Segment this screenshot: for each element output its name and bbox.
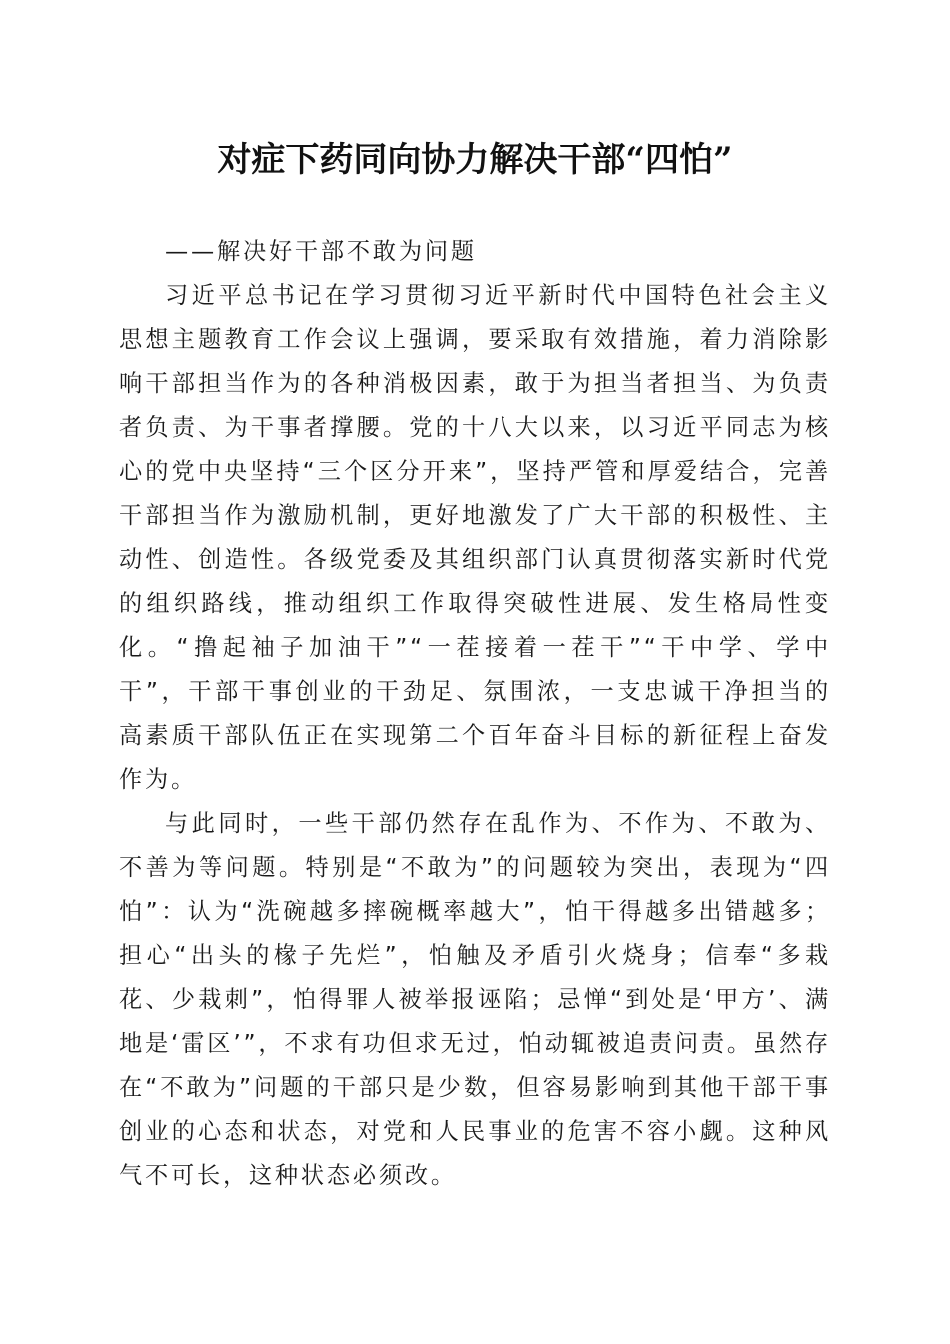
- document-subtitle: ——解决好干部不敢为问题: [165, 238, 477, 265]
- document-title: 对症下药同向协力解决干部“四怕”: [217, 140, 733, 180]
- paragraph-1: 习近平总书记在学习贯彻习近平新时代中国特色社会主义思想主题教育工作会议上强调，要采取有效措施，着力消除影响干部担当作为的各种消极因素，敢于为担当者担当、为负责者负责、为干事者撑腰。党的十八大以来，以习近平同志为核心的党中央坚持“三个区分开来”，坚持严管和厚爱结合，完善干部担当作为激励机制，更好地激发了广大干部的积极性、主动性、创造性。各级党委及其组织部门认真贯彻落实新时代党的组织路线，推动组织工作取得突破性进展、发生格局性变化。“撸起袖子加油干”“一茬接着一茬干”“干中学、学中干”，干部干事创业的干劲足、氛围浓，一支忠诚干净担当的高素质干部队伍正在实现第二个百年奋斗目标的新征程上奋发作为。: [119, 282, 831, 793]
- paragraph-2: 与此同时，一些干部仍然存在乱作为、不作为、不敢为、不善为等问题。特别是“不敢为”的问题较为突出，表现为“四怕”：认为“洗碗越多摔碗概率越大”，怕干得越多出错越多；担心“出头的椽子先烂”，怕触及矛盾引火烧身；信奉“多栽花、少栽刺”，怕得罪人被举报诬陷；忌惮“到处是‘甲方’、满地是‘雷区’”，不求有功但求无过，怕动辄被追责问责。虽然存在“不敢为”问题的干部只是少数，但容易影响到其他干部干事创业的心态和状态，对党和人民事业的危害不容小觑。这种风气不可长，这种状态必须改。: [119, 810, 831, 1189]
- document-body: [119, 230, 831, 1198]
